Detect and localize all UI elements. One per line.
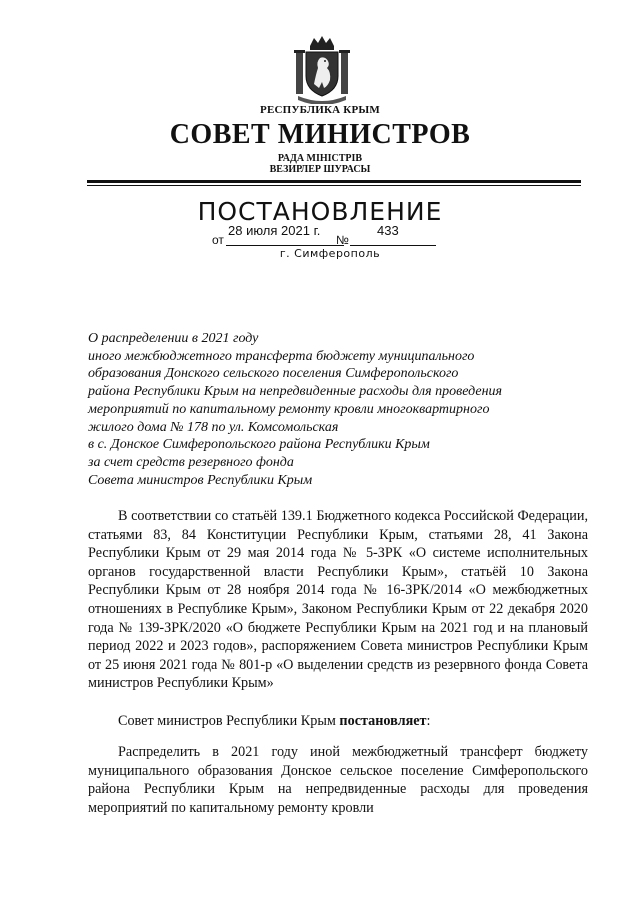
date-underline: [226, 245, 344, 246]
subject-line: образования Донского сельского поселения Симферопольского: [88, 366, 459, 382]
republic-title: РЕСПУБЛИКА КРЫМ: [260, 104, 380, 116]
resolves-colon: :: [426, 713, 431, 729]
subject-line: жилого дома № 178 по ул. Комсомольская: [88, 419, 339, 435]
council-title-crimean-tatar: ВЕЗИРЛЕР ШУРАСЫ: [269, 164, 371, 175]
subject-line: мероприятий по капитальному ремонту кровли многоквартирного: [88, 401, 490, 417]
document-number: 433: [377, 223, 399, 238]
date-prefix-label: от: [212, 233, 224, 247]
crimea-coat-of-arms-icon: [292, 34, 352, 104]
header-divider-thin: [87, 185, 581, 186]
subject-line: О распределении в 2021 году: [88, 331, 259, 346]
council-title-ukrainian: РАДА МІНІСТРІВ: [277, 153, 363, 164]
document-date-number: [212, 223, 442, 249]
document-type: ПОСТАНОВЛЕНИЕ: [197, 197, 443, 226]
subject-line: района Республики Крым на непредвиденные расходы для проведения: [88, 384, 503, 400]
document-date: 28 июля 2021 г.: [228, 223, 321, 238]
number-label: №: [336, 233, 349, 247]
resolves-verb: постановляет: [339, 713, 427, 729]
resolves-subject: Совет министров Республики Крым: [118, 713, 340, 729]
header-divider-thick: [87, 180, 581, 183]
document-city: г. Симферополь: [279, 247, 381, 260]
resolution-clause: [88, 712, 588, 731]
subject-line: иного межбюджетного трансферта бюджету муниципального: [88, 348, 475, 364]
council-title: СОВЕТ МИНИСТРОВ: [169, 119, 471, 150]
document-subject: [88, 330, 558, 489]
number-underline: [350, 245, 436, 246]
subject-line: Совета министров Республики Крым: [88, 472, 313, 488]
subject-line: в с. Донское Симферопольского района Республики Крым: [88, 437, 430, 453]
subject-line: за счет средств резервного фонда: [88, 454, 294, 470]
legal-basis-paragraph: В соответствии со статьёй 139.1 Бюджетного кодекса Российской Федерации, статьями 83, 84 Конституции Республики Крым, статьями 28, 41 Закона Республики Крым от 29 мая 2014 года № 5-ЗРК «О системе исполнительных органов государственной власти Республики Крым», статьёй 10 Закона Республики Крым от 28 ноября 2014 года № 16-ЗРК/2014 «О межбюджетных отношениях в Республике Крым», Законом Республики Крым от 22 декабря 2020 года № 139-ЗРК/2020 «О бюджете Республики Крым на 2021 год и на плановый период 2022 и 2023 годов», распоряжением Совета министров Республики Крым от 25 июня 2021 года № 801-р «О выделении средств из резервного фонда Совета министров Республики Крым»: [88, 508, 588, 692]
distribution-paragraph: Распределить в 2021 году иной межбюджетный трансферт бюджету муниципального образования Донское сельское поселение Симферопольского района Республики Крым на непредвиденные расходы для проведения мероприятий по капитальному ремонту кровли: [88, 744, 588, 816]
